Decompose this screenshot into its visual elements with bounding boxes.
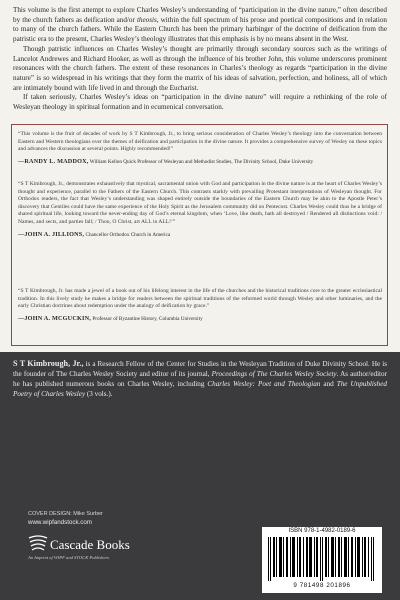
isbn-number: 9 781498 201896 (293, 582, 351, 589)
endorsement-attribution (18, 231, 382, 240)
isbn-barcode (262, 527, 382, 593)
endorsements-frame (11, 124, 388, 346)
endorsement-maddox (18, 131, 382, 166)
endorsement-quote: “S T Kimbrough, Jr., demonstrates exhaustively that mystical, sacramental union with God and participation in the divine nature is at the heart of Charles Wesley’s thought and experience, parallel to the Fathers of the Eastern Church. This contrasts starkly with prevailing Protestant interpretations of Wesleyan thought. For Orthodox readers, the fact that Wesley’s understanding was shaped entirely outside the boundaries of the Eastern Church may be akin to the Apostle Peter’s discovery that Gentiles could have the same experience of the Holy Spirit as the Jerusalem community did on Pentecost. Charles Wesley could thus be a bridge of shared spiritual life, looking toward the never-ending day of God’s eternal kingdom, when ‘Love, like death, hath all destroyed / Rendered all distinctions void: / Names, and sects, and parties fall; / Thou, O Christ, art ALL in ALL!’” (18, 181, 382, 225)
back-cover-bottom-panel (0, 352, 400, 600)
endorser-affiliation: William Kellon Quick Professor of Wesleyan and Methodist Studies, The Divinity School, Duke University (89, 158, 314, 165)
endorsement-attribution (18, 315, 382, 324)
publisher-logo (28, 535, 138, 575)
endorsement-quote: “S T Kimbrough, Jr. has made a jewel of a book out of his lifelong interest in the life of the churches and the historical traditions core to the greater ecclesiastical tradition. In this lively study he makes a bridge for readers between the spiritual traditions of the reformed world through Wesley and other luminaries, and the early Christian doctrines about redemption under the analogy of deification by grace.” (18, 288, 382, 310)
blurb-paragraph-2: Though patristic influences on Charles Wesley’s thought are primarily through secondary sources such as the writings of Lancelot Andrewes and Richard Hooker, as well as through the influence of his brother John, this volume underscores prominent resonances with the church fathers. The extent of these resonances in Charles’s theology as regards “participation in the divine nature” is so widespread in his writings that they form the matrix of his ideas of salvation, perfection, and holiness, all of which are intimately bound with life lived in and through the Eucharist. (13, 44, 387, 92)
endorsement-attribution (18, 158, 382, 167)
endorser-name: —RANDY L. MADDOX, (18, 157, 89, 165)
cascade-waterfall-icon (28, 535, 48, 553)
endorsement-jillions (18, 181, 382, 239)
publisher-tagline: An Imprint of WIPF and STOCK Publishers (28, 555, 110, 560)
endorser-affiliation: Chancellor Orthodox Church in America (85, 231, 171, 238)
cover-design-credit: COVER DESIGN: Mike Surber (28, 511, 103, 517)
endorser-affiliation: Professor of Byzantine History, Columbia University (92, 315, 203, 322)
blurb-paragraph-1: This volume is the first attempt to explore Charles Wesley’s understanding of “participation in the divine nature,” often described by the church fathers as deification and/or theosis, within the full spectrum of his prose and poetical compositions and in relation to many of the church fathers. While the Eastern Church has been the primary harbinger of the doctrine of deification from the patristic era to the present, Charles Wesley’s theology illustrates that this emphasis is by no means absent in the West. (13, 6, 387, 44)
barcode-bars (268, 537, 376, 581)
blurb-paragraph-3: If taken seriously, Charles Wesley’s ideas on “participation in the divine nature” will require a rethinking of the role of Wesleyan theology in spiritual formation and in ecumenical conversation. (13, 93, 387, 112)
description-blurb (13, 6, 387, 113)
endorser-name: —JOHN A. MCGUCKIN, (18, 314, 92, 322)
publisher-name: Cascade Books (50, 537, 130, 552)
publisher-website: www.wipfandstock.com (28, 519, 92, 526)
author-bio: S T Kimbrough, Jr., is a Research Fellow of the Center for Studies in the Wesleyan Tradition of Duke Divinity School. He is the founder of The Charles Wesley Society and editor of its journal, Proceedings of The Charles Wesley Society. As author/editor he has published numerous books on Charles Wesley, including Charles Wesley: Poet and Theologian and The Unpublished Poetry of Charles Wesley (3 vols.). (13, 359, 387, 398)
author-name: S T Kimbrough, Jr., (13, 359, 84, 368)
endorsement-quote: “This volume is the fruit of decades of work by S T Kimbrough, Jr., to bring serious consideration of Charles Wesley’s theology into the conversation between Eastern and Western theologians over the themes of deification and participation in the divine nature. It provides a comprehensive survey of Wesley on these topics and advances the discussion at several points. Highly recommended!” (18, 131, 382, 153)
endorsement-mcguckin (18, 288, 382, 323)
isbn-label: ISBN 978-1-4982-0189-6 (288, 528, 356, 534)
endorser-name: —JOHN A. JILLIONS, (18, 230, 85, 238)
